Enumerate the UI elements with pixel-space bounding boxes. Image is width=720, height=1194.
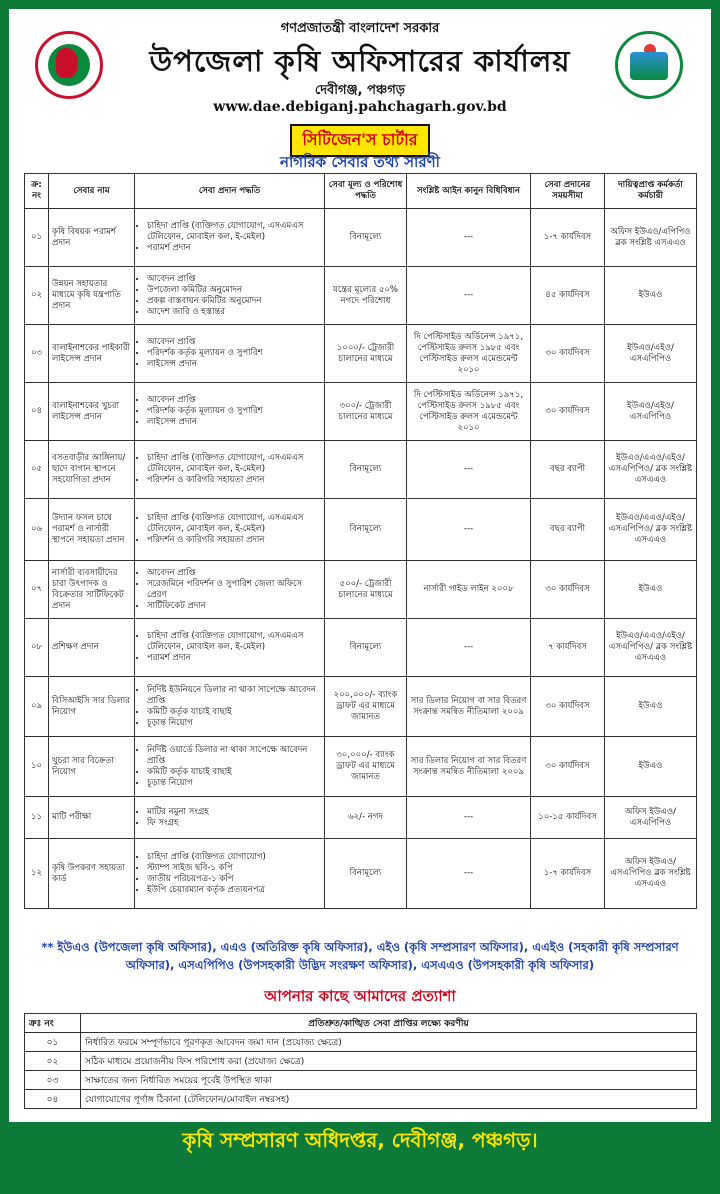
- table-row: [25, 325, 697, 383]
- table-row: [25, 209, 697, 267]
- method-cell: [135, 441, 325, 499]
- service-table: [24, 173, 697, 909]
- expectation-text: সাক্ষাতের জন্য নির্ধারিত সময়ের পূর্বেই উপস্থিত থাকা: [81, 1071, 697, 1090]
- expectation-row: [25, 1033, 697, 1052]
- table-row: [25, 561, 697, 619]
- office-title: উপজেলা কৃষি অফিসারের কার্যালয়: [149, 44, 571, 78]
- serial-cell: ০৯: [25, 677, 49, 737]
- table-row: [25, 499, 697, 561]
- method-step: • চাহিদা প্রাপ্তি (ব্যক্তিগত যোগাযোগ): [147, 852, 321, 863]
- expectation-serial: ০১: [25, 1033, 81, 1052]
- method-cell: [135, 737, 325, 797]
- method-cell: [135, 677, 325, 737]
- law-cell: ---: [407, 499, 531, 561]
- method-cell: [135, 797, 325, 839]
- method-cell: [135, 839, 325, 909]
- serial-cell: ১২: [25, 839, 49, 909]
- method-step: • আবেদন প্রাপ্তি: [147, 274, 321, 285]
- expectation-text: যোগাযোগের পূর্ণাঙ্গ ঠিকানা (টেলিফোন/মোবাইল নম্বরসহ): [81, 1090, 697, 1109]
- method-step: • নির্দিষ্ট ইউনিয়নে ডিলার না থাকা সাপেক্ষে আবেদন প্রাপ্তি: [147, 685, 321, 707]
- fee-cell: বিনামূল্যে: [325, 839, 407, 909]
- method-step: • পরিদর্শন ও কারিগরি সহায়তা প্রদান: [147, 535, 321, 546]
- fee-cell: বিনামূল্যে: [325, 619, 407, 677]
- time-cell: বছর ব্যাপী: [531, 499, 605, 561]
- header-law: সংশ্লিষ্ট আইন কানুন বিধিবিধান: [407, 174, 531, 209]
- method-step: • স্ট্যাম্প সাইজ ছবি-১ কপি: [147, 863, 321, 874]
- office-location: দেবীগঞ্জ, পঞ্চগড়: [314, 83, 406, 98]
- method-step: • ফি সংগ্রহ: [147, 818, 321, 829]
- service-name-cell: মাটি পরীক্ষা: [49, 797, 135, 839]
- expectation-serial: ০২: [25, 1052, 81, 1071]
- expectation-header-row: [25, 1014, 697, 1033]
- expectation-serial: ০৩: [25, 1071, 81, 1090]
- service-name-cell: নার্সারী ব্যবসায়ীদের চারা উৎপাদক ও বিক্রেতার সার্টিফিকেট প্রদান: [49, 561, 135, 619]
- time-cell: ৭ কার্যদিবস: [531, 619, 605, 677]
- method-step: • প্রকল্প বাস্তবায়ন কমিটির অনুমোদন: [147, 296, 321, 307]
- method-step: • সার্টিফিকেট প্রদান: [147, 601, 321, 612]
- fee-cell: ১০০০/- ট্রেজারী চালানের মাধ্যমে: [325, 325, 407, 383]
- officer-cell: ইউএও: [605, 737, 697, 797]
- serial-cell: ০৭: [25, 561, 49, 619]
- website-link[interactable]: www.dae.debiganj.pahchagarh.gov.bd: [213, 99, 507, 115]
- service-name-cell: উদ্যান ফসল চাষে পরামর্শ ও নার্সারী স্থাপনে সহায়তা প্রদান: [49, 499, 135, 561]
- table-row: [25, 839, 697, 909]
- table-subtitle: নাগরিক সেবার তথ্য সারণী: [280, 153, 440, 171]
- method-step: • লাইসেন্স প্রদান: [147, 417, 321, 428]
- serial-cell: ০৪: [25, 383, 49, 441]
- method-step: • পরিদর্শক কর্তৃক মূল্যায়ন ও সুপারিশ: [147, 406, 321, 417]
- header: [9, 9, 711, 119]
- method-step: • মাটির নমুনা সংগ্রহ: [147, 807, 321, 818]
- time-cell: ১-৭ কার্যদিবস: [531, 209, 605, 267]
- header-fee: সেবা মূল্য ও পরিশোধ পদ্ধতি: [325, 174, 407, 209]
- time-cell: ১-৭ কার্যদিবস: [531, 839, 605, 909]
- method-list: [138, 568, 321, 612]
- time-cell: ৩০ কার্যদিবস: [531, 677, 605, 737]
- expectation-text: সঠিক মাধ্যমে প্রয়োজনীয় ফিস পরিশোধ করা (প্রযোজ্য ক্ষেত্রে): [81, 1052, 697, 1071]
- officer-cell: অফিস ইউএও/ এসএপিপিও: [605, 797, 697, 839]
- method-step: • নির্দিষ্ট ওয়ার্ডে ডিলার না থাকা সাপেক্ষে আবেদন প্রাপ্তি: [147, 745, 321, 767]
- service-name-cell: বালাইনাশকের খুচরা লাইসেন্স প্রদান: [49, 383, 135, 441]
- method-cell: [135, 499, 325, 561]
- fee-cell: বিনামূল্যে: [325, 209, 407, 267]
- method-cell: [135, 383, 325, 441]
- method-step: • লাইসেন্স প্রদান: [147, 359, 321, 370]
- government-name: গণপ্রজাতন্ত্রী বাংলাদেশ সরকার: [280, 21, 440, 36]
- law-cell: ---: [407, 267, 531, 325]
- fee-cell: ২০০,০০০/- ব্যাংক ড্রাফট এর মাধ্যমে জামানত: [325, 677, 407, 737]
- header-serial: ক্র: নং: [25, 174, 49, 209]
- method-list: [138, 852, 321, 896]
- law-cell: ---: [407, 441, 531, 499]
- method-list: [138, 745, 321, 789]
- serial-cell: ০৩: [25, 325, 49, 383]
- table-row: [25, 267, 697, 325]
- service-name-cell: প্রশিক্ষণ প্রদান: [49, 619, 135, 677]
- method-step: • আবেদন প্রাপ্তি: [147, 568, 321, 579]
- officer-cell: অফিস ইউএও/ এসএপিপিও ব্লক সংশ্লিষ্ট এসএএও: [605, 839, 697, 909]
- method-step: • পরামর্শ প্রদান: [147, 243, 321, 254]
- method-cell: [135, 267, 325, 325]
- law-cell: সার ডিলার নিয়োগ বা সার বিতরণ সংক্রান্ত সমন্বিত নীতিমালা ২০০৯: [407, 737, 531, 797]
- service-name-cell: বালাইনাশকের পাইকারী লাইসেন্স প্রদান: [49, 325, 135, 383]
- fee-cell: ৬২/- নগদ: [325, 797, 407, 839]
- method-step: • চাহিদা প্রাপ্তি (ব্যক্তিগত যোগাযোগ, এসএমএস টেলিফোন, মোবাইল কল, ই-মেইল): [147, 513, 321, 535]
- time-cell: ৩০ কার্যদিবস: [531, 325, 605, 383]
- serial-cell: ০২: [25, 267, 49, 325]
- officer-cell: ইউএও/এএও/এইও/ এসএপিপিও/ ব্লক সংশ্লিষ্ট এসএএও: [605, 499, 697, 561]
- header-service-name: সেবার নাম: [49, 174, 135, 209]
- method-step: • চাহিদা প্রাপ্তি (ব্যক্তিগত যোগাযোগ, এসএমএস টেলিফোন, মোবাইল কল, ই-মেইল): [147, 631, 321, 653]
- expectation-title: আপনার কাছে আমাদের প্রত্যাশা: [264, 987, 456, 1005]
- officer-cell: ইউএও: [605, 677, 697, 737]
- method-step: • সরেজমিনে পরিদর্শন ও সুপারিশ জেলা অফিসে প্রেরণ: [147, 579, 321, 601]
- method-list: [138, 513, 321, 546]
- method-step: • আদেশ জারি ও হস্তান্তর: [147, 307, 321, 318]
- method-step: • পরিদর্শক কর্তৃক মূল্যায়ন ও সুপারিশ: [147, 348, 321, 359]
- expectation-text: নির্ধারিত ফরমে সম্পূর্ণভাবে পূরণকৃত আবেদন জমা দান (প্রযোজ্য ক্ষেত্রে): [81, 1033, 697, 1052]
- table-row: [25, 677, 697, 737]
- method-step: • চূড়ান্ত নিয়োগ: [147, 718, 321, 729]
- officer-cell: অফিস ইউএও/এপিপিও ব্লক সংশ্লিষ্ট এসএএও: [605, 209, 697, 267]
- time-cell: বছর ব্যাপী: [531, 441, 605, 499]
- expectation-header-serial: ক্রঃ নং: [25, 1014, 81, 1033]
- table-row: [25, 797, 697, 839]
- method-cell: [135, 209, 325, 267]
- time-cell: ৩০ কার্যদিবস: [531, 737, 605, 797]
- officer-cell: ইউএও: [605, 267, 697, 325]
- method-step: • পরিদর্শন ও কারিগরি সহায়তা প্রদান: [147, 475, 321, 486]
- table-header-row: [25, 174, 697, 209]
- service-name-cell: বিসিআইসি সার ডিলার নিয়োগ: [49, 677, 135, 737]
- officer-cell: ইউএও/এইও/ এসএপিপিও: [605, 325, 697, 383]
- expectation-header-text: প্রতিশ্রুত/কাঙ্খিত সেবা প্রাপ্তির লক্ষ্যে করণীয়: [81, 1014, 697, 1033]
- method-step: • আবেদন প্রাপ্তি: [147, 337, 321, 348]
- expectation-serial: ০৪: [25, 1090, 81, 1109]
- method-list: [138, 807, 321, 829]
- table-row: [25, 737, 697, 797]
- serial-cell: ১০: [25, 737, 49, 797]
- fee-cell: যন্ত্রের মূল্যের ৫০% নগদে পরিশোধ: [325, 267, 407, 325]
- charter-title: সিটিজেন'স চার্টার: [290, 124, 429, 157]
- method-cell: [135, 619, 325, 677]
- law-cell: ---: [407, 839, 531, 909]
- fee-cell: ৩০০/- ট্রেজারী চালানের মাধ্যমে: [325, 383, 407, 441]
- method-list: [138, 221, 321, 254]
- table-row: [25, 383, 697, 441]
- service-name-cell: উন্নয়ন সহায়তার মাধ্যমে কৃষি যন্ত্রপাতি প্রদান: [49, 267, 135, 325]
- expectation-row: [25, 1052, 697, 1071]
- method-list: [138, 453, 321, 486]
- fee-cell: ৩০,০০০/- ব্যাংক ড্রাফট এর মাধ্যমে জামানত: [325, 737, 407, 797]
- expectation-row: [25, 1071, 697, 1090]
- method-list: [138, 395, 321, 428]
- method-cell: [135, 561, 325, 619]
- method-list: [138, 274, 321, 318]
- method-step: • চাহিদা প্রাপ্তি (ব্যক্তিগত যোগাযোগ, এসএমএস টেলিফোন, মোবাইল কল, ই-মেইল): [147, 221, 321, 243]
- footer-text: কৃষি সম্প্রসারণ অধিদপ্তর, দেবীগঞ্জ, পঞ্চগড়।: [182, 1128, 538, 1152]
- fee-cell: বিনামূল্যে: [325, 499, 407, 561]
- officer-cell: ইউএও/এএও/এইও/ এসএপিপিও/ ব্লক সংশ্লিষ্ট এসএএও: [605, 441, 697, 499]
- time-cell: ৪৫ কার্যদিবস: [531, 267, 605, 325]
- field-icon: [630, 52, 668, 80]
- method-step: • জাতীয় পরিচয়পত্র-১ কপি: [147, 874, 321, 885]
- method-step: • ইউপি চেয়ারম্যান কর্তৃক প্রত্যয়নপত্র: [147, 885, 321, 896]
- fee-cell: বিনামূল্যে: [325, 441, 407, 499]
- officer-cell: ইউএও/এএও/এইও/ এসএপিপিও/ ব্লক সংশ্লিষ্ট এসএএও: [605, 619, 697, 677]
- dae-logo: [615, 31, 683, 99]
- service-name-cell: বসতবাড়ীর আঙ্গিনায়/ ছাদে বাগান স্থাপনে সহযোগিতা প্রদান: [49, 441, 135, 499]
- time-cell: ১০-১৫ কার্যদিবস: [531, 797, 605, 839]
- serial-cell: ১১: [25, 797, 49, 839]
- expectation-table: [24, 1013, 697, 1109]
- header-method: সেবা প্রদান পদ্ধতি: [135, 174, 325, 209]
- method-list: [138, 685, 321, 729]
- service-name-cell: খুচরা সার বিক্রেতা নিয়োগ: [49, 737, 135, 797]
- time-cell: ৩০ কার্যদিবস: [531, 383, 605, 441]
- service-name-cell: কৃষি উপকরণ সহায়তা কার্ড: [49, 839, 135, 909]
- time-cell: ৩০ কার্যদিবস: [531, 561, 605, 619]
- table-row: [25, 619, 697, 677]
- method-list: [138, 337, 321, 370]
- law-cell: দি পেস্টিসাইড অর্ডিনেন্স ১৯৭১, পেস্টিসাইড রুলস ১৯৮৫ এবং পেস্টিসাইড রুলস এমেন্ডমেন্ট ২০১০: [407, 325, 531, 383]
- fee-cell: ৫০০/- ট্রেজারী চালানের মাধ্যমে: [325, 561, 407, 619]
- service-name-cell: কৃষি বিষয়ক পরামর্শ প্রদান: [49, 209, 135, 267]
- serial-cell: ০১: [25, 209, 49, 267]
- header-officer: দায়িত্বপ্রাপ্ত কর্মকর্তা কর্মচারী: [605, 174, 697, 209]
- method-step: • উপজেলা কমিটির অনুমোদন: [147, 285, 321, 296]
- method-step: • কমিটি কর্তৃক যাচাই বাছাই: [147, 707, 321, 718]
- table-row: [25, 441, 697, 499]
- method-list: [138, 631, 321, 664]
- law-cell: দি পেস্টিসাইড অর্ডিনেন্স ১৯৭১, পেস্টিসাইড রুলস ১৯৮৫ এবং পেস্টিসাইড রুলস এমেন্ডমেন্ট ২০১০: [407, 383, 531, 441]
- header-time: সেবা প্রদানের সময়সীমা: [531, 174, 605, 209]
- method-step: • আবেদন প্রাপ্তি: [147, 395, 321, 406]
- method-step: • চূড়ান্ত নিয়োগ: [147, 778, 321, 789]
- officer-cell: ইউএও/এইও/ এসএপিপিও: [605, 383, 697, 441]
- officer-cell: ইউএও: [605, 561, 697, 619]
- law-cell: ---: [407, 619, 531, 677]
- method-cell: [135, 325, 325, 383]
- law-cell: ---: [407, 797, 531, 839]
- method-step: • কমিটি কর্তৃক যাচাই বাছাই: [147, 767, 321, 778]
- law-cell: নার্সারী গাইড লাইন ২০০৮: [407, 561, 531, 619]
- law-cell: ---: [407, 209, 531, 267]
- law-cell: সার ডিলার নিয়োগ বা সার বিতরণ সংক্রান্ত সমন্বিত নীতিমালা ২০০৯: [407, 677, 531, 737]
- serial-cell: ০৫: [25, 441, 49, 499]
- method-step: • পরামর্শ প্রদান: [147, 653, 321, 664]
- abbreviation-note: ** ইউএও (উপজেলা কৃষি অফিসার), এএও (অতিরিক্ত কৃষি অফিসার), এইও (কৃষি সম্প্রসারণ অফিসার), এএইও (সহকারী কৃষি সম্প্রসারণ অফিসার), এসএপিপিও (উপসহকারী উদ্ভিদ সংরক্ষণ অফিসার), এসএএও (উপসহকারী কৃষি অফিসার): [41, 940, 679, 972]
- expectation-row: [25, 1090, 697, 1109]
- method-step: • চাহিদা প্রাপ্তি (ব্যক্তিগত যোগাযোগ, এসএমএস টেলিফোন, মোবাইল কল, ই-মেইল): [147, 453, 321, 475]
- serial-cell: ০৮: [25, 619, 49, 677]
- serial-cell: ০৬: [25, 499, 49, 561]
